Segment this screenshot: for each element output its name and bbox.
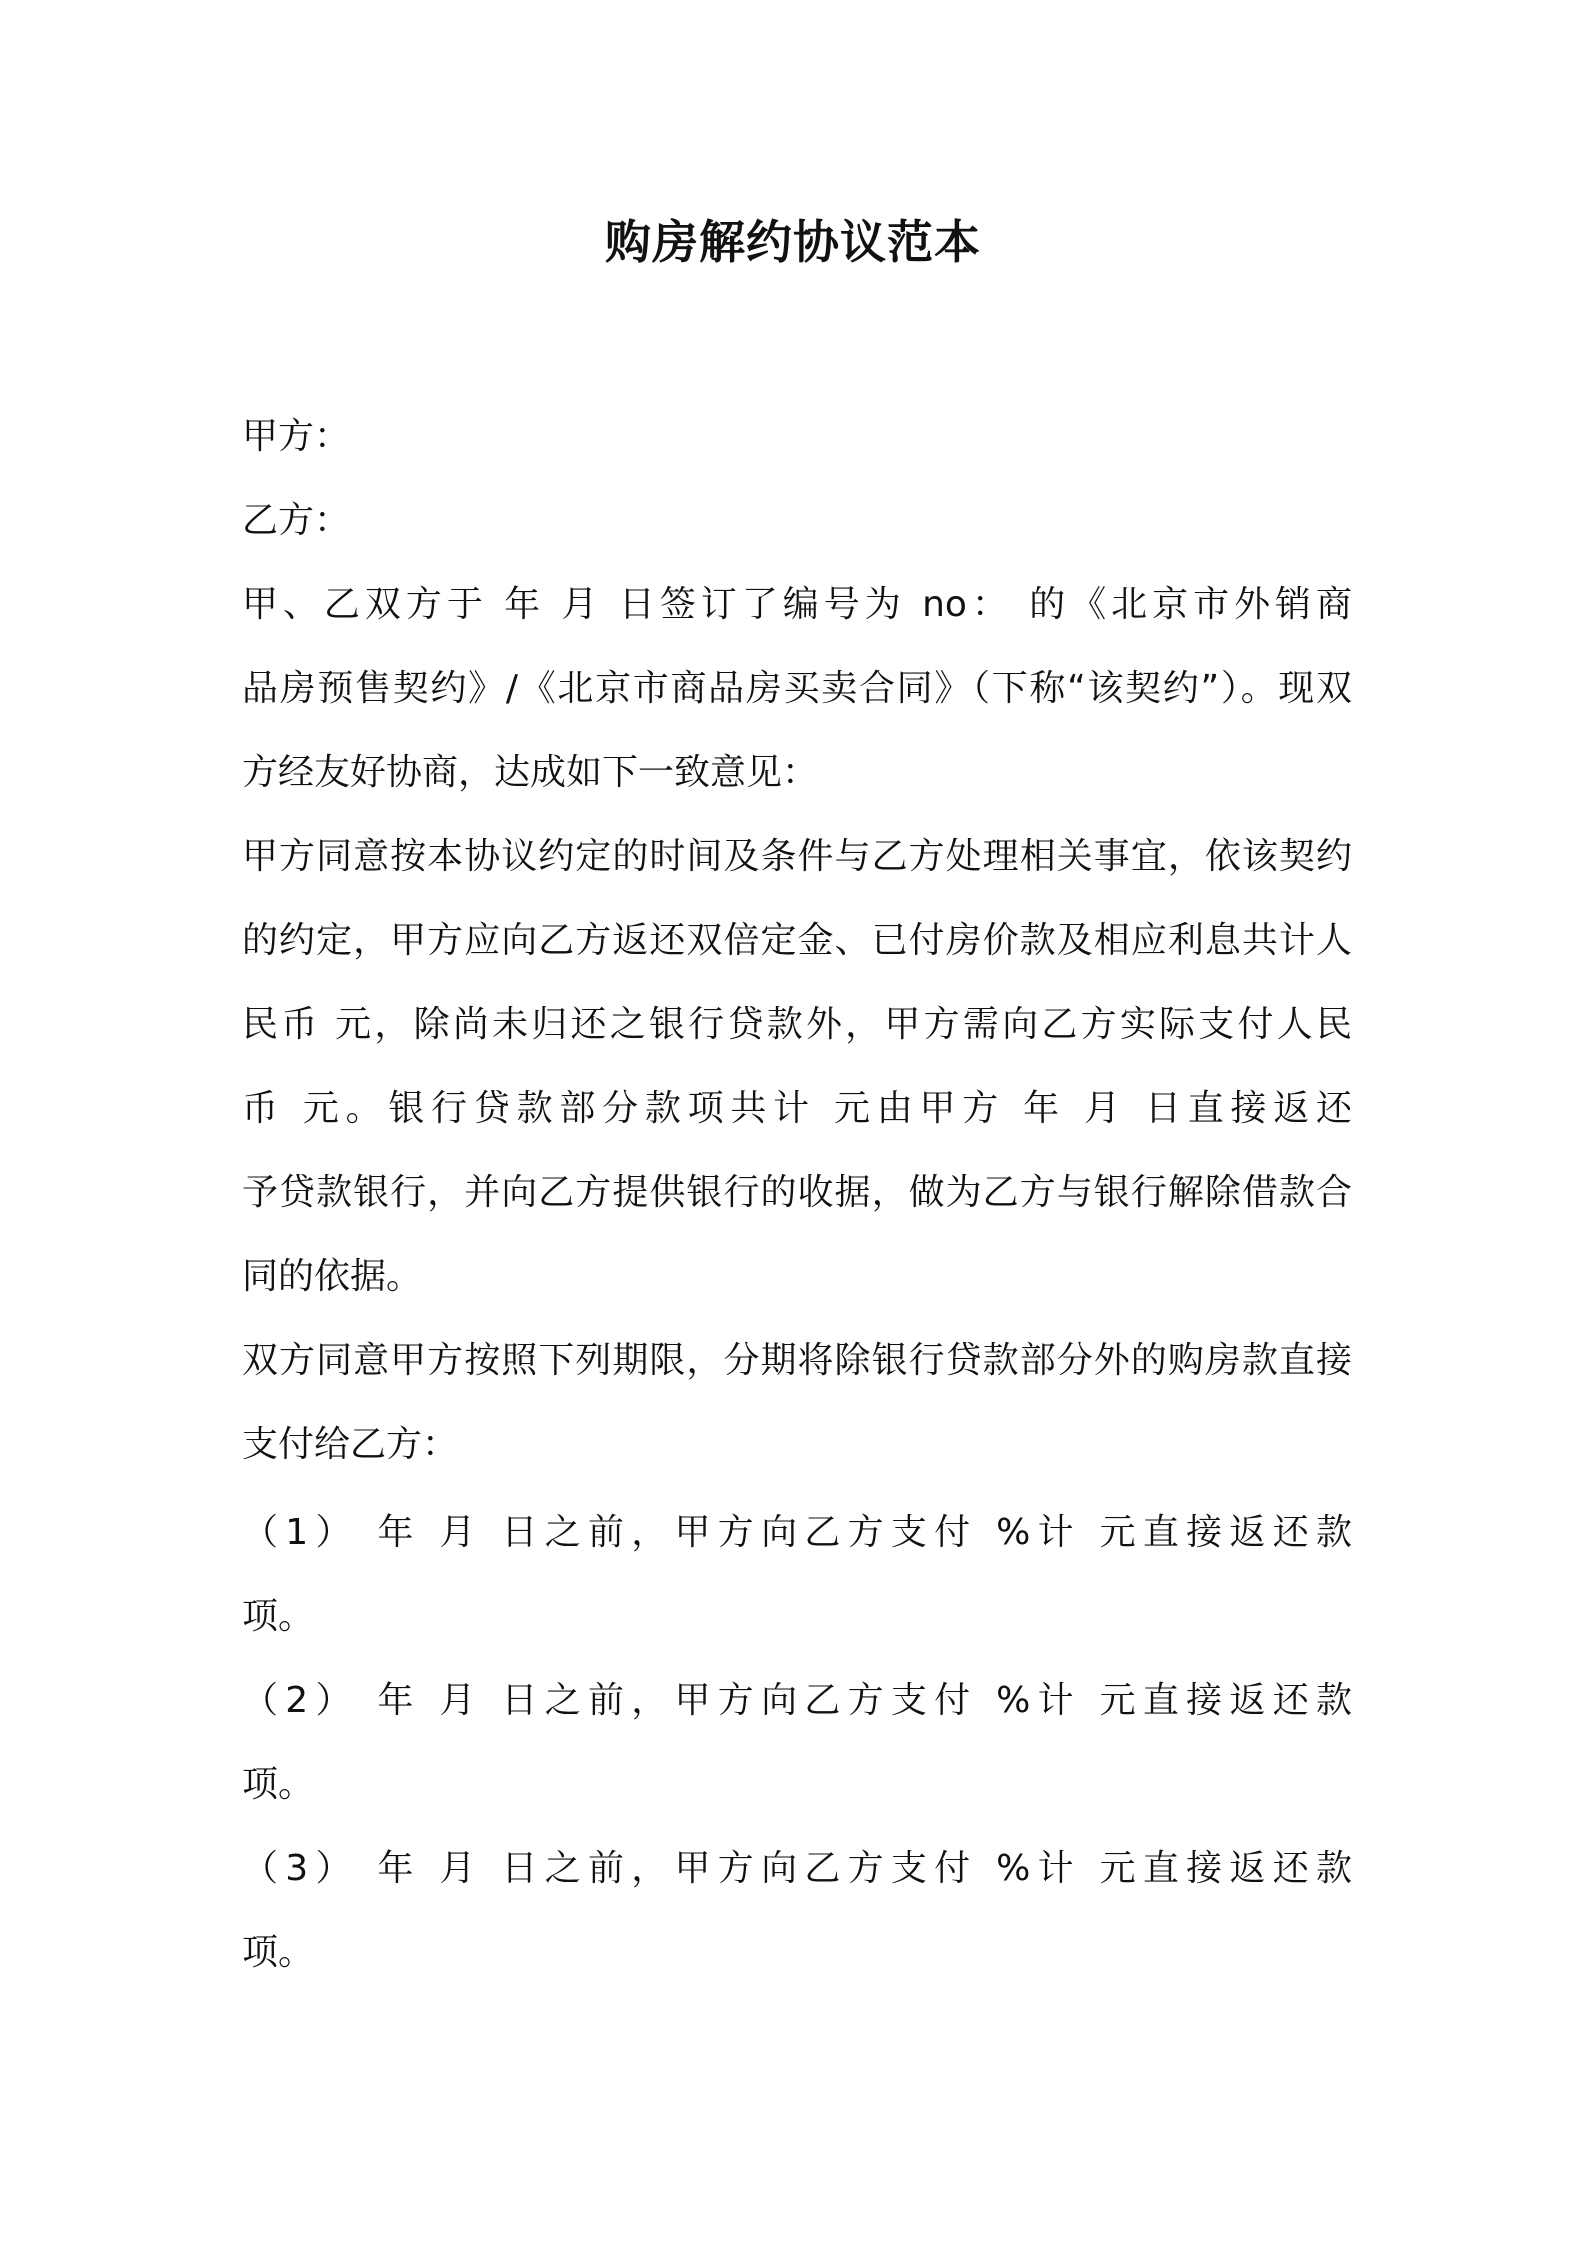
document-title: 购房解约协议范本: [605, 215, 981, 269]
party-b-line: 乙方：: [242, 500, 351, 541]
installment-item-2-end: 项。: [242, 1764, 315, 1805]
party-a-line: 甲方：: [242, 416, 351, 457]
paragraph-line: 品房预售契约》/《北京市商品房买卖合同》（下称“该契约”）。现双: [242, 668, 1352, 709]
paragraph-line: 民币 元，除尚未归还之银行贷款外，甲方需向乙方实际支付人民: [242, 1004, 1352, 1045]
paragraph-line: 的约定，甲方应向乙方返还双倍定金、已付房价款及相应利息共计人: [242, 920, 1352, 961]
installment-item-1: （1） 年 月 日之前，甲方向乙方支付 %计 元直接返还款: [242, 1512, 1352, 1553]
installment-item-3: （3） 年 月 日之前，甲方向乙方支付 %计 元直接返还款: [242, 1848, 1352, 1889]
paragraph-line: 甲方同意按本协议约定的时间及条件与乙方处理相关事宜，依该契约: [242, 836, 1352, 877]
installment-item-1-end: 项。: [242, 1596, 315, 1637]
paragraph-line: 币 元。银行贷款部分款项共计 元由甲方 年 月 日直接返还: [242, 1088, 1352, 1129]
paragraph-line: 支付给乙方：: [242, 1424, 459, 1465]
paragraph-line: 双方同意甲方按照下列期限，分期将除银行贷款部分外的购房款直接: [242, 1340, 1352, 1381]
installment-item-2: （2） 年 月 日之前，甲方向乙方支付 %计 元直接返还款: [242, 1680, 1352, 1721]
paragraph-line: 同的依据。: [242, 1256, 423, 1297]
paragraph-line: 甲、乙双方于 年 月 日签订了编号为 no： 的《北京市外销商: [242, 584, 1352, 625]
installment-item-3-end: 项。: [242, 1932, 315, 1973]
paragraph-line: 予贷款银行，并向乙方提供银行的收据，做为乙方与银行解除借款合: [242, 1172, 1352, 1213]
paragraph-line: 方经友好协商，达成如下一致意见：: [242, 752, 819, 793]
